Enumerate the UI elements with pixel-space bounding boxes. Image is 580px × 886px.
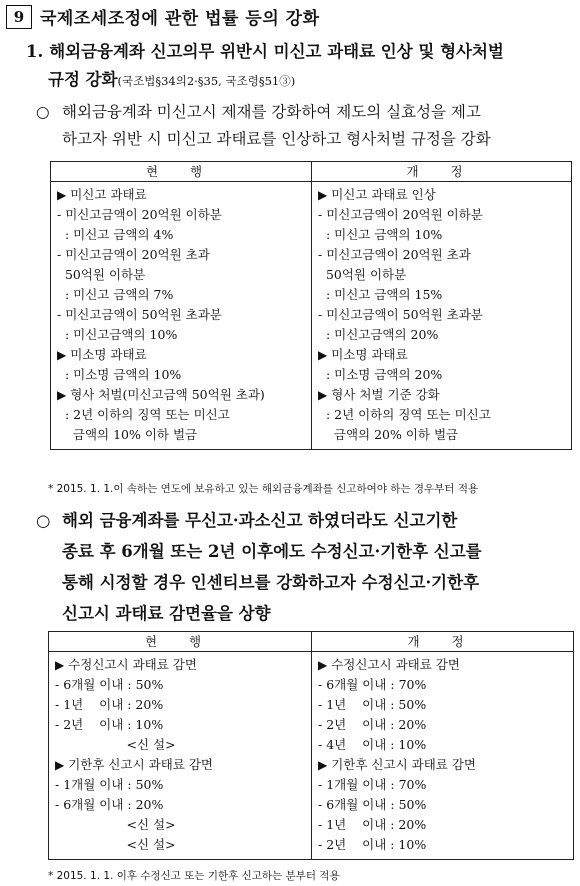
table-line-text: 미소명 과태료 (331, 347, 408, 362)
table-line-text: - 6개월 이내 : 70% (318, 677, 427, 692)
triangle-bullet-icon: ▶ (318, 658, 328, 672)
table-line-text: : 2년 이하의 징역 또는 미신고 (318, 407, 491, 422)
table-line-text: - 6개월 이내 : 50% (55, 677, 164, 692)
bullet-2-line4: 신고시 과태료 감면율을 상향 (62, 604, 271, 623)
table-line-text: - 미신고금액이 50억원 초과분 (318, 307, 483, 322)
table-item-heading (55, 755, 305, 775)
table-line (318, 265, 565, 285)
table-line (57, 365, 305, 385)
circle-bullet-icon: ○ (36, 511, 51, 530)
section-title: 국제조세조정에 관한 법률 등의 강화 (40, 9, 320, 29)
table-line (57, 285, 305, 305)
table-line-text: - 미신고금액이 20억원 이하분 (57, 207, 222, 222)
table-line-text: <신 설> (55, 737, 176, 752)
table-line (318, 245, 565, 265)
table-line (318, 695, 567, 715)
table-line-text: - 4년 이내 : 10% (318, 737, 427, 752)
table-line (57, 205, 305, 225)
bullet-1-line1: 해외금융계좌 미신고시 제재를 강화하여 제도의 실효성을 제고 (62, 103, 481, 121)
table-line (318, 675, 567, 695)
table-item-heading (318, 385, 565, 405)
table-line-text: : 미소명 금액의 20% (318, 367, 443, 382)
heading-1 (26, 38, 571, 95)
table-item-heading (318, 755, 567, 775)
table-line-text: - 미신고금액이 50억원 초과분 (57, 307, 222, 322)
table-line-text: <신 설> (55, 837, 176, 852)
table-line (55, 815, 305, 835)
table-line-text: : 미신고 금액의 4% (57, 227, 174, 242)
footnote-1: * 2015. 1. 1.이 속하는 연도에 보유하고 있는 해외금융계좌를 신고하여야 하는 경우부터 적용 (48, 483, 479, 495)
table-item-heading (318, 655, 567, 675)
triangle-bullet-icon: ▶ (55, 758, 65, 772)
footnote-2: * 2015. 1. 1. 이후 수정신고 또는 기한후 신고하는 분부터 적용 (48, 870, 340, 882)
table-2-current-column (49, 652, 311, 859)
triangle-bullet-icon: ▶ (318, 188, 328, 202)
table-line (318, 775, 567, 795)
section-header (6, 4, 320, 29)
table-line (318, 425, 565, 445)
table-line (318, 225, 565, 245)
table-line (318, 285, 565, 305)
table-line (318, 405, 565, 425)
table-line (318, 715, 567, 735)
table-line-text: 수정신고시 과태료 감면 (68, 657, 197, 672)
comparison-table-2 (48, 631, 574, 860)
table-line-text: 금액의 20% 이하 벌금 (318, 427, 459, 442)
table-line-text: - 1년 이내 : 20% (55, 697, 164, 712)
heading-reference: (국조법§34의2·§35, 국조령§51③) (117, 74, 296, 88)
table-item-heading (57, 385, 305, 405)
triangle-bullet-icon: ▶ (318, 758, 328, 772)
table-line (318, 205, 565, 225)
bullet-paragraph-2 (36, 505, 576, 629)
table-line-text: - 2년 이내 : 10% (55, 717, 164, 732)
table-line (55, 715, 305, 735)
table-line-text: : 미신고 금액의 10% (318, 227, 443, 242)
table-item-heading (55, 655, 305, 675)
table-line (318, 795, 567, 815)
table-line (55, 795, 305, 815)
table-line (57, 405, 305, 425)
table-line-text: : 미소명 금액의 10% (57, 367, 182, 382)
table-line-text: - 1개월 이내 : 70% (318, 777, 427, 792)
bullet-2-line2: 종료 후 6개월 또는 2년 이후에도 수정신고·기한후 신고를 (62, 542, 482, 561)
table-line (318, 365, 565, 385)
circle-bullet-icon: ○ (36, 103, 50, 121)
table-line (55, 675, 305, 695)
table-line-text: 50억원 이하분 (57, 267, 146, 282)
table-line (55, 775, 305, 795)
table-line-text: 기한후 신고시 과태료 감면 (68, 757, 213, 772)
table-1-revised-column (312, 182, 571, 449)
table-header-current: 현 행 (49, 632, 312, 652)
table-line-text: - 미신고금액이 20억원 초과 (57, 247, 210, 262)
table-line-text: 미소명 과태료 (70, 347, 147, 362)
table-line-text: : 2년 이하의 징역 또는 미신고 (57, 407, 230, 422)
table-2-revised-column (312, 652, 573, 859)
table-line-text: 50억원 이하분 (318, 267, 407, 282)
table-line-text: : 미신고 금액의 15% (318, 287, 443, 302)
table-line (318, 305, 565, 325)
table-line (318, 735, 567, 755)
table-item-heading (57, 185, 305, 205)
table-line (57, 265, 305, 285)
bullet-paragraph-1 (36, 99, 572, 153)
table-line-text: - 6개월 이내 : 20% (55, 797, 164, 812)
heading-title-line1: 해외금융계좌 신고의무 위반시 미신고 과태료 인상 및 형사처벌 (49, 42, 504, 61)
triangle-bullet-icon: ▶ (57, 348, 67, 362)
table-line-text: : 미신고 금액의 7% (57, 287, 174, 302)
table-line (318, 325, 565, 345)
table-header-current: 현 행 (51, 162, 312, 182)
triangle-bullet-icon: ▶ (318, 388, 328, 402)
table-1-current-column (51, 182, 311, 449)
bullet-2-line1: 해외 금융계좌를 무신고·과소신고 하였더라도 신고기한 (62, 511, 458, 530)
table-line-text: 금액의 10% 이하 벌금 (57, 427, 198, 442)
heading-title-line2: 규정 강화 (48, 70, 118, 89)
table-line (57, 325, 305, 345)
table-item-heading (318, 185, 565, 205)
table-line-text: - 1년 이내 : 50% (318, 697, 427, 712)
triangle-bullet-icon: ▶ (57, 388, 67, 402)
table-line-text: - 2년 이내 : 20% (318, 717, 427, 732)
table-line-text: - 6개월 이내 : 50% (318, 797, 427, 812)
triangle-bullet-icon: ▶ (318, 348, 328, 362)
table-line-text: : 미신고금액의 20% (318, 327, 439, 342)
heading-number: 1. (26, 42, 44, 61)
table-line-text: 미신고 과태료 인상 (331, 187, 436, 202)
table-line (57, 305, 305, 325)
table-line (55, 835, 305, 855)
table-line-text: 수정신고시 과태료 감면 (331, 657, 460, 672)
section-number-box: 9 (6, 5, 32, 29)
table-line-text: - 2년 이내 : 10% (318, 837, 427, 852)
table-line-text: - 1개월 이내 : 50% (55, 777, 164, 792)
table-line-text: : 미신고금액의 10% (57, 327, 178, 342)
table-line (57, 245, 305, 265)
table-line-text: 기한후 신고시 과태료 감면 (331, 757, 476, 772)
triangle-bullet-icon: ▶ (55, 658, 65, 672)
table-line-text: - 1년 이내 : 20% (318, 817, 427, 832)
table-line-text: <신 설> (55, 817, 176, 832)
table-line (57, 425, 305, 445)
table-line (318, 815, 567, 835)
table-line-text: 형사 처벌 기준 강화 (331, 387, 440, 402)
table-line-text: 형사 처벌(미신고금액 50억원 초과) (70, 387, 265, 402)
triangle-bullet-icon: ▶ (57, 188, 67, 202)
table-header-revised: 개 정 (312, 632, 574, 652)
table-line (55, 695, 305, 715)
bullet-2-line3: 통해 시정할 경우 인센티브를 강화하고자 수정신고·기한후 (62, 573, 480, 592)
table-line (57, 225, 305, 245)
bullet-1-line2: 하고자 위반 시 미신고 과태료를 인상하고 형사처벌 규정을 강화 (62, 130, 491, 148)
comparison-table-1 (50, 161, 572, 450)
table-line (55, 735, 305, 755)
table-line-text: - 미신고금액이 20억원 이하분 (318, 207, 483, 222)
table-item-heading (57, 345, 305, 365)
table-item-heading (318, 345, 565, 365)
table-header-revised: 개 정 (312, 162, 572, 182)
table-line-text: 미신고 과태료 (70, 187, 147, 202)
table-line-text: - 미신고금액이 20억원 초과 (318, 247, 471, 262)
table-line (318, 835, 567, 855)
